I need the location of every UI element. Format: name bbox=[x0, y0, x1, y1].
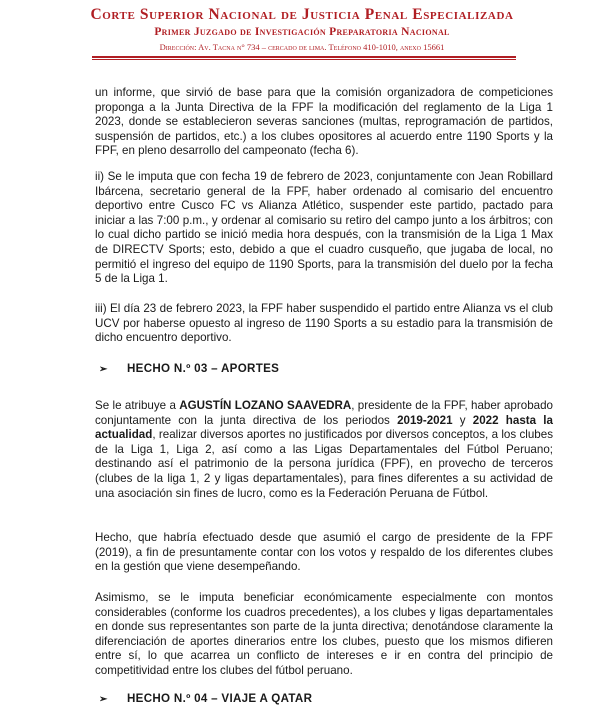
arrow-bullet-icon: ➢ bbox=[99, 364, 108, 375]
heading-hecho-04-text: HECHO N.º 04 – VIAJE A QATAR bbox=[127, 692, 313, 705]
header-rule-thin bbox=[92, 59, 516, 60]
paragraph-hecho-desde: Hecho, que habría efectuado desde que asumió el cargo de presidente de la FPF (2019), a fin de presuntamente contar con los votos y respaldo de los diferentes clubes en la gestión que viene desempeñando. bbox=[95, 531, 553, 574]
arrow-bullet-icon: ➢ bbox=[99, 694, 108, 705]
aportes-text-3: y bbox=[452, 413, 473, 427]
paragraph-asimismo: Asimismo, se le imputa beneficiar económicamente especialmente con montos considerables (conforme los cuadros precedentes), a los clubes y ligas departamentales en donde sus representantes son parte de la junta directiva; denotándose claramente la diferenciación de aportes dinerarios entre los clubes, puesto que los mismos difieren entre sí, lo que acarrea un conflicto de intereses e ir en contra del principio de competitividad entre los clubes del fútbol peruano. bbox=[95, 591, 553, 677]
aportes-text-1: Se le atribuye a bbox=[95, 399, 180, 412]
paragraph-informe: un informe, que sirvió de base para que la comisión organizadora de competiciones proponga a la Junta Directiva de la FPF la modificación del reglamento de la Liga 1 2023, donde se establecieron severas sanciones (multas, reprogramación de partidos, suspensión de partidos, etc.) a los clubes opositores al acuerdo entre 1190 Sports y la FPF, en pleno desarrollo del campeonato (fecha 6). bbox=[95, 86, 553, 158]
juzgado-title: Primer Juzgado de Investigación Preparatoria Nacional bbox=[154, 26, 450, 38]
address-line: Dirección: Av. Tacna n° 734 – cercado de lima. Teléfono 410-1010, anexo 15661 bbox=[159, 42, 445, 52]
heading-hecho-03 bbox=[95, 362, 553, 378]
heading-hecho-03-text: HECHO N.º 03 – APORTES bbox=[127, 362, 280, 375]
paragraph-imputacion-ii: ii) Se le imputa que con fecha 19 de febrero de 2023, conjuntamente con Jean Robillard Ibárcena, secretario general de la FPF, haber ordenado al comisario del encuentro deportivo entre Cusco FC vs Alianza Atlético, suspender este partido, pactado para iniciar a las 7:00 p.m., y ordenar al comisario su retiro del campo junto a los árbitros; con lo cual dicho partido se inició media hora después, con la transmisión de la Liga 1 Max de DIRECTV Sports; esto, debido a que el cuadro cusqueño, que jugaba de local, no permitió el ingreso del equipo de 1190 Sports, para la transmisión del duelo por la fecha 5 de la Liga 1. bbox=[95, 170, 553, 286]
court-title: Corte Superior Nacional de Justicia Penal Especializada bbox=[90, 6, 514, 23]
aportes-period-2: 2022 hasta la actualidad bbox=[95, 413, 553, 442]
aportes-period-1: 2019-2021 bbox=[397, 413, 453, 427]
aportes-text-4: , realizar diversos aportes no justificados por diversos conceptos, a los clubes de la Liga 1, Liga 2, así como a las Ligas Departamentales del Fútbol Peruano; destinando así el patrimonio de la persona jurídica (FPF), en provecho de terceros (clubes de la liga 1, 2 y ligas departamentales), para fines diferentes a su actividad de una asociación sin fines de lucro, como es la Federación Peruana de Fútbol. bbox=[95, 428, 553, 500]
aportes-text-2: , presidente de la FPF, haber aprobado conjuntamente con la junta directiva de los periodos bbox=[95, 399, 553, 427]
header-rule-thick bbox=[92, 56, 516, 58]
paragraph-aportes bbox=[95, 399, 553, 501]
paragraph-imputacion-iii: iii) El día 23 de febrero 2023, la FPF haber suspendido el partido entre Alianza vs el club UCV por haberse opuesto al ingreso de 1190 Sports a su estadio para la transmisión de dicho encuentro deportivo. bbox=[95, 302, 553, 345]
heading-hecho-04 bbox=[95, 692, 553, 708]
aportes-name: AGUSTÍN LOZANO SAAVEDRA bbox=[179, 399, 352, 412]
